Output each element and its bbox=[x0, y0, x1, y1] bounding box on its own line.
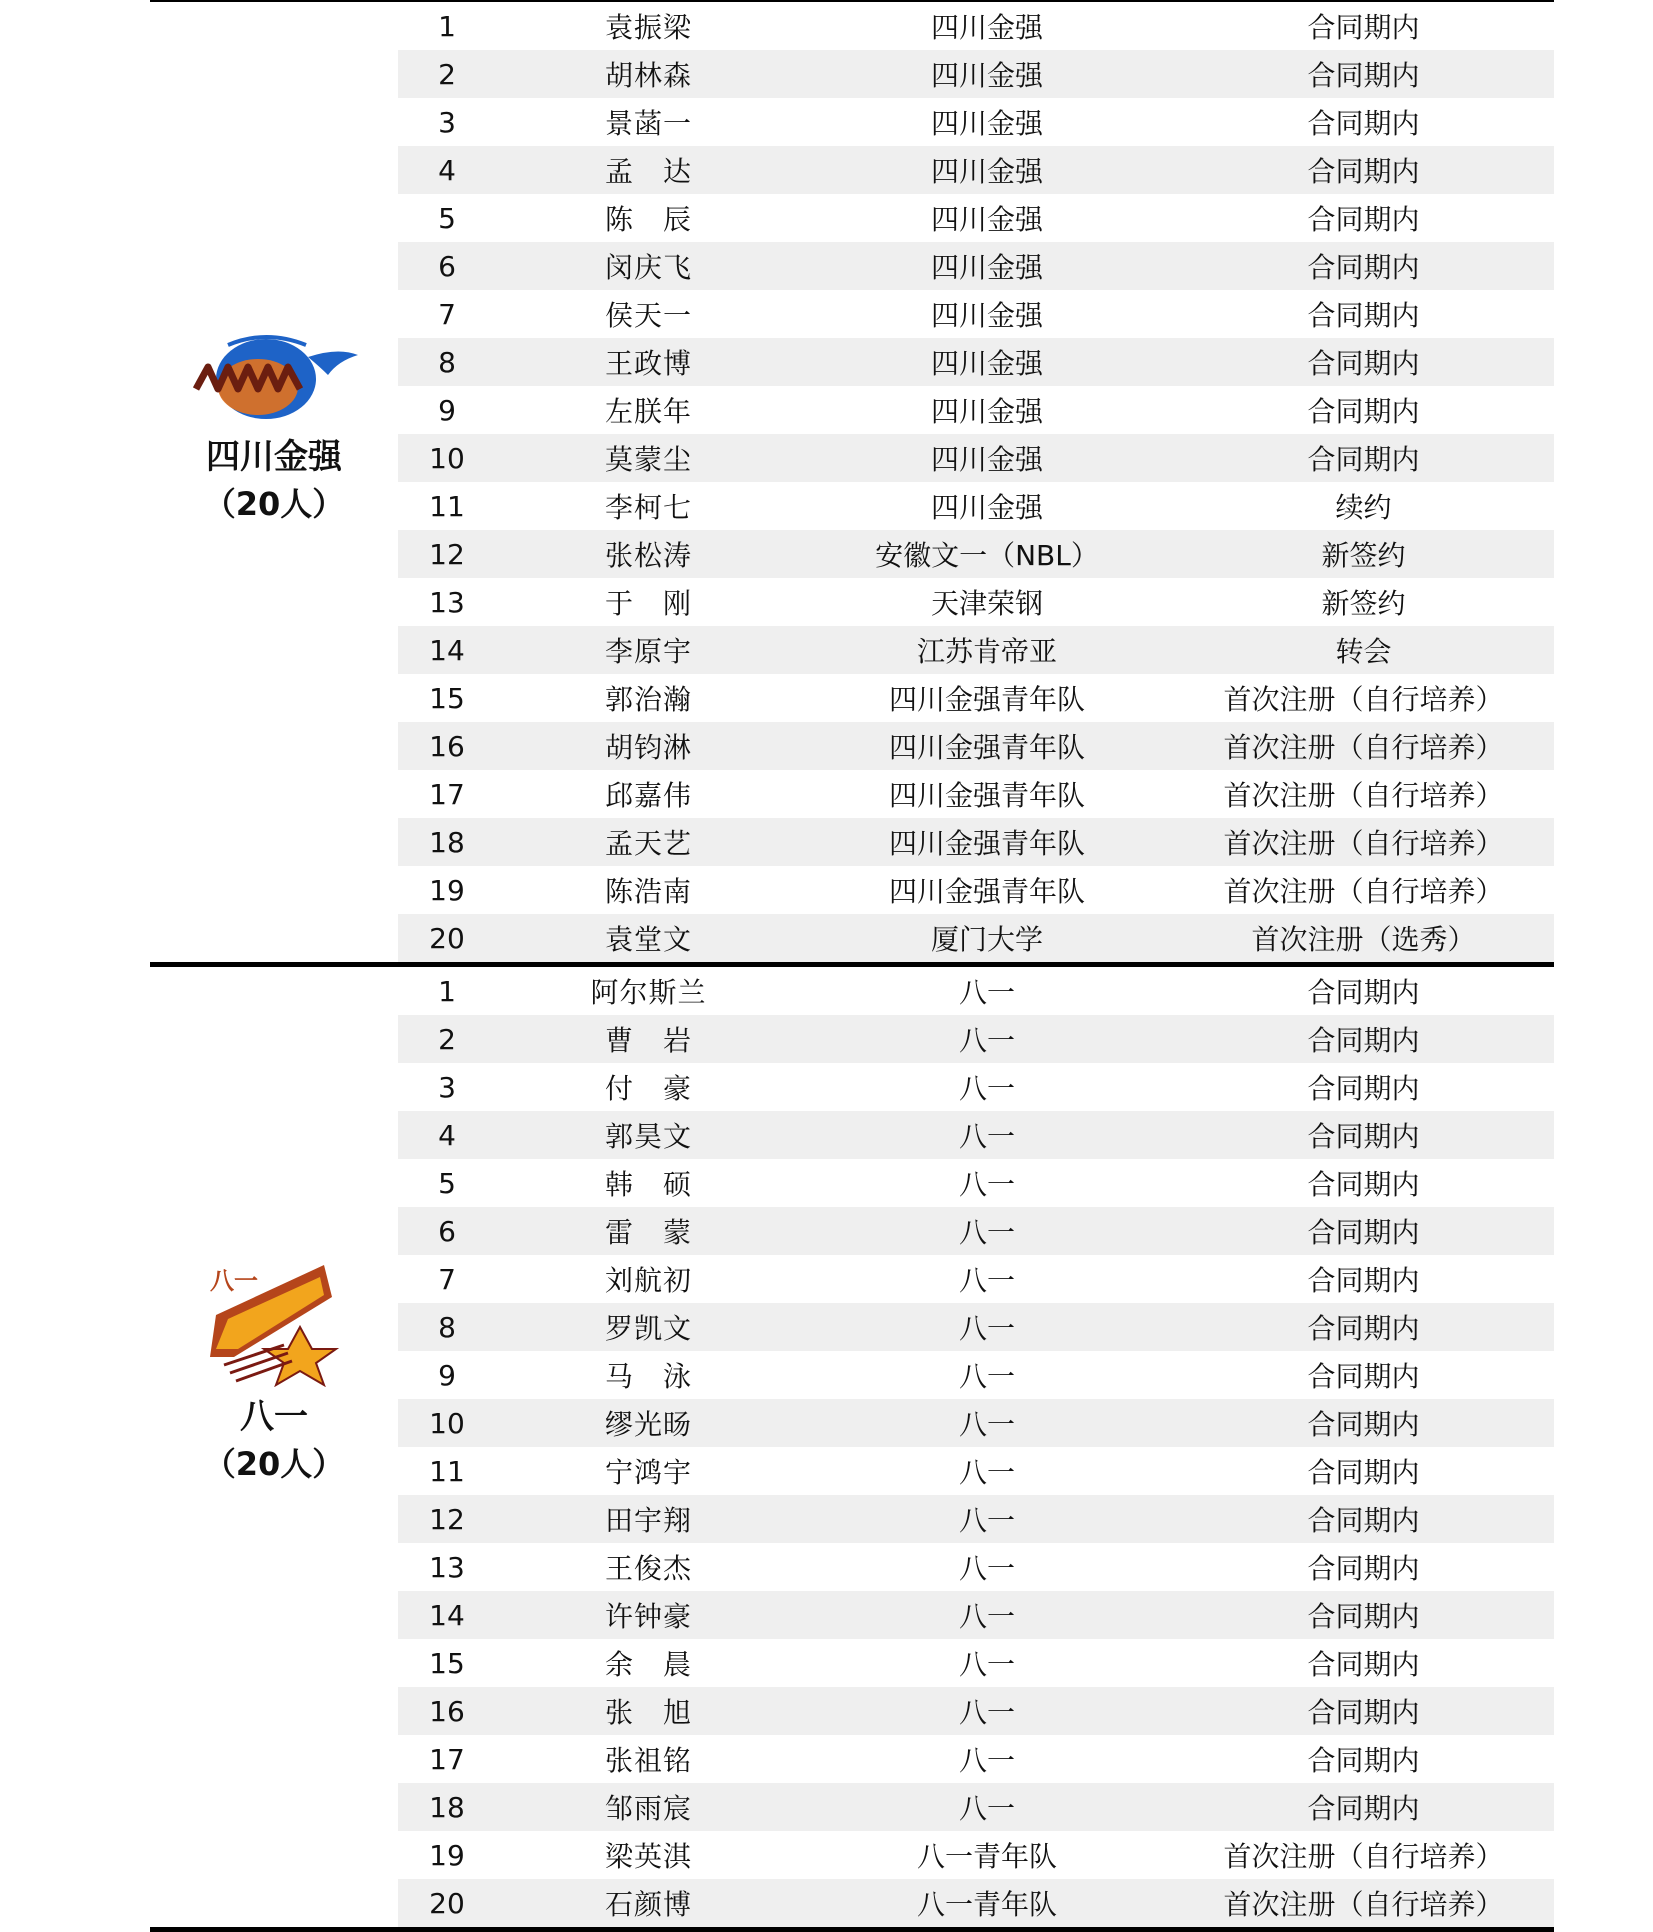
table-row bbox=[398, 2, 1554, 50]
table-row bbox=[398, 1735, 1554, 1783]
player-number: 4 bbox=[438, 153, 456, 187]
team-side bbox=[150, 967, 398, 1927]
player-name: 宁鸿宇 bbox=[604, 1456, 692, 1489]
player-name: 郭昊文 bbox=[604, 1120, 692, 1153]
table-row bbox=[398, 482, 1554, 530]
player-name: 陈浩南 bbox=[604, 875, 692, 908]
player-origin: 四川金强 bbox=[930, 491, 1043, 524]
team-name: 四川金强 bbox=[206, 437, 342, 477]
player-number: 17 bbox=[429, 1742, 465, 1776]
table-row bbox=[398, 1543, 1554, 1591]
player-number: 14 bbox=[429, 1598, 465, 1632]
player-origin: 八一 bbox=[958, 1792, 1015, 1825]
player-status: 首次注册（自行培养） bbox=[1223, 731, 1504, 764]
player-name: 张祖铭 bbox=[604, 1744, 692, 1777]
player-number: 20 bbox=[429, 921, 465, 955]
table-row bbox=[398, 722, 1554, 770]
table-row bbox=[398, 1063, 1554, 1111]
player-origin: 八一 bbox=[958, 1168, 1015, 1201]
player-status: 转会 bbox=[1335, 635, 1392, 668]
player-origin: 四川金强青年队 bbox=[888, 731, 1085, 764]
player-name: 左朕年 bbox=[604, 395, 692, 428]
player-name: 陈 辰 bbox=[604, 203, 692, 236]
bottom-rule bbox=[150, 1927, 1554, 1932]
table-row bbox=[398, 578, 1554, 626]
player-origin: 八一 bbox=[958, 1600, 1015, 1633]
player-origin: 四川金强 bbox=[930, 203, 1043, 236]
player-number: 18 bbox=[429, 1790, 465, 1824]
player-status: 合同期内 bbox=[1307, 1408, 1420, 1441]
table-row bbox=[398, 1015, 1554, 1063]
table-row bbox=[398, 434, 1554, 482]
table-row bbox=[398, 674, 1554, 722]
player-name: 马 泳 bbox=[604, 1360, 692, 1393]
player-origin: 八一 bbox=[958, 1264, 1015, 1297]
player-name: 缪光旸 bbox=[604, 1408, 692, 1441]
player-number: 3 bbox=[438, 105, 456, 139]
player-name: 曹 岩 bbox=[604, 1024, 692, 1057]
player-number: 9 bbox=[438, 393, 456, 427]
player-status: 续约 bbox=[1335, 491, 1392, 524]
player-status: 合同期内 bbox=[1307, 1696, 1420, 1729]
player-status: 合同期内 bbox=[1307, 1648, 1420, 1681]
table-row bbox=[398, 1303, 1554, 1351]
player-name: 闵庆飞 bbox=[604, 251, 692, 284]
table-row bbox=[398, 338, 1554, 386]
player-name: 景菡一 bbox=[604, 107, 692, 140]
whale-logo-icon bbox=[188, 327, 360, 427]
player-status: 首次注册（自行培养） bbox=[1223, 1840, 1504, 1873]
player-number: 15 bbox=[429, 681, 465, 715]
player-status: 合同期内 bbox=[1307, 1360, 1420, 1393]
player-status: 合同期内 bbox=[1307, 395, 1420, 428]
player-name: 罗凯文 bbox=[604, 1312, 692, 1345]
player-name: 韩 硕 bbox=[604, 1168, 692, 1201]
player-number: 1 bbox=[438, 974, 456, 1008]
player-status: 首次注册（选秀） bbox=[1251, 923, 1476, 956]
table-row bbox=[398, 1399, 1554, 1447]
player-origin: 八一 bbox=[958, 976, 1015, 1009]
player-number: 9 bbox=[438, 1358, 456, 1392]
player-origin: 四川金强青年队 bbox=[888, 875, 1085, 908]
table-row bbox=[398, 1255, 1554, 1303]
table-row bbox=[398, 194, 1554, 242]
player-name: 侯天一 bbox=[604, 299, 692, 332]
player-number: 19 bbox=[429, 873, 465, 907]
player-name: 刘航初 bbox=[604, 1264, 692, 1297]
table-row bbox=[398, 1207, 1554, 1255]
table-row bbox=[398, 386, 1554, 434]
player-number: 1 bbox=[438, 9, 456, 43]
player-number: 2 bbox=[438, 57, 456, 91]
player-origin: 八一 bbox=[958, 1024, 1015, 1057]
table-row bbox=[398, 50, 1554, 98]
team-block-sichuan bbox=[150, 2, 1554, 962]
player-number: 10 bbox=[429, 1406, 465, 1440]
player-status: 新签约 bbox=[1321, 539, 1406, 572]
table-row bbox=[398, 1495, 1554, 1543]
player-origin: 八一青年队 bbox=[916, 1840, 1057, 1873]
table-row bbox=[398, 770, 1554, 818]
player-name: 孟天艺 bbox=[604, 827, 692, 860]
player-rows bbox=[398, 2, 1554, 962]
table-row bbox=[398, 626, 1554, 674]
player-origin: 八一 bbox=[958, 1120, 1015, 1153]
player-status: 合同期内 bbox=[1307, 107, 1420, 140]
player-status: 合同期内 bbox=[1307, 11, 1420, 44]
player-status: 首次注册（自行培养） bbox=[1223, 779, 1504, 812]
team-count: （20人） bbox=[203, 1445, 345, 1483]
player-origin: 八一 bbox=[958, 1744, 1015, 1777]
team-label bbox=[150, 327, 398, 527]
team-block-bayi bbox=[150, 967, 1554, 1927]
table-row bbox=[398, 818, 1554, 866]
player-status: 合同期内 bbox=[1307, 59, 1420, 92]
player-number: 12 bbox=[429, 537, 465, 571]
player-status: 合同期内 bbox=[1307, 1168, 1420, 1201]
player-origin: 八一 bbox=[958, 1456, 1015, 1489]
player-number: 13 bbox=[429, 585, 465, 619]
player-status: 合同期内 bbox=[1307, 1792, 1420, 1825]
player-name: 李柯七 bbox=[604, 491, 692, 524]
player-name: 王俊杰 bbox=[604, 1552, 692, 1585]
team-count: （20人） bbox=[203, 485, 345, 523]
player-number: 16 bbox=[429, 729, 465, 763]
player-origin: 四川金强 bbox=[930, 155, 1043, 188]
player-origin: 八一 bbox=[958, 1552, 1015, 1585]
player-origin: 四川金强 bbox=[930, 443, 1043, 476]
player-rows bbox=[398, 967, 1554, 1927]
team-side bbox=[150, 2, 398, 962]
player-origin: 四川金强青年队 bbox=[888, 683, 1085, 716]
table-row bbox=[398, 1687, 1554, 1735]
player-number: 8 bbox=[438, 1310, 456, 1344]
player-name: 许钟豪 bbox=[604, 1600, 692, 1633]
table-row bbox=[398, 1351, 1554, 1399]
player-name: 王政博 bbox=[604, 347, 692, 380]
player-origin: 江苏肯帝亚 bbox=[916, 635, 1057, 668]
player-origin: 天津荣钢 bbox=[930, 587, 1043, 620]
player-name: 付 豪 bbox=[604, 1072, 692, 1105]
table-row bbox=[398, 98, 1554, 146]
player-origin: 四川金强 bbox=[930, 251, 1043, 284]
player-origin: 八一青年队 bbox=[916, 1888, 1057, 1921]
player-name: 石颜博 bbox=[604, 1888, 692, 1921]
table-row bbox=[398, 242, 1554, 290]
player-number: 3 bbox=[438, 1070, 456, 1104]
player-name: 袁振梁 bbox=[604, 11, 692, 44]
player-status: 合同期内 bbox=[1307, 1600, 1420, 1633]
player-name: 于 刚 bbox=[604, 587, 692, 620]
player-status: 合同期内 bbox=[1307, 976, 1420, 1009]
player-number: 7 bbox=[438, 297, 456, 331]
player-number: 2 bbox=[438, 1022, 456, 1056]
player-number: 7 bbox=[438, 1262, 456, 1296]
player-name: 余 晨 bbox=[604, 1648, 692, 1681]
player-origin: 八一 bbox=[958, 1216, 1015, 1249]
player-status: 合同期内 bbox=[1307, 1456, 1420, 1489]
player-origin: 八一 bbox=[958, 1504, 1015, 1537]
player-status: 合同期内 bbox=[1307, 1312, 1420, 1345]
player-name: 阿尔斯兰 bbox=[590, 976, 707, 1009]
player-origin: 八一 bbox=[958, 1312, 1015, 1345]
player-status: 合同期内 bbox=[1307, 299, 1420, 332]
player-status: 新签约 bbox=[1321, 587, 1406, 620]
player-name: 邹雨宸 bbox=[604, 1792, 692, 1825]
player-origin: 八一 bbox=[958, 1696, 1015, 1729]
player-number: 16 bbox=[429, 1694, 465, 1728]
player-name: 孟 达 bbox=[604, 155, 692, 188]
player-origin: 安徽文一（NBL） bbox=[875, 539, 1099, 572]
player-number: 15 bbox=[429, 1646, 465, 1680]
player-number: 12 bbox=[429, 1502, 465, 1536]
player-number: 5 bbox=[438, 201, 456, 235]
player-name: 邱嘉伟 bbox=[604, 779, 692, 812]
player-name: 袁堂文 bbox=[604, 923, 692, 956]
table-row bbox=[398, 1639, 1554, 1687]
table-row bbox=[398, 1111, 1554, 1159]
table-row bbox=[398, 1447, 1554, 1495]
table-row bbox=[398, 914, 1554, 962]
player-origin: 四川金强青年队 bbox=[888, 779, 1085, 812]
table-row bbox=[398, 530, 1554, 578]
player-status: 首次注册（自行培养） bbox=[1223, 827, 1504, 860]
player-status: 合同期内 bbox=[1307, 1072, 1420, 1105]
player-origin: 四川金强 bbox=[930, 299, 1043, 332]
player-status: 合同期内 bbox=[1307, 155, 1420, 188]
player-origin: 四川金强 bbox=[930, 347, 1043, 380]
player-number: 4 bbox=[438, 1118, 456, 1152]
table-row bbox=[398, 866, 1554, 914]
player-name: 雷 蒙 bbox=[604, 1216, 692, 1249]
player-number: 6 bbox=[438, 249, 456, 283]
player-number: 10 bbox=[429, 441, 465, 475]
player-status: 合同期内 bbox=[1307, 1504, 1420, 1537]
player-name: 莫蒙尘 bbox=[604, 443, 692, 476]
player-number: 5 bbox=[438, 1166, 456, 1200]
player-status: 首次注册（自行培养） bbox=[1223, 1888, 1504, 1921]
player-name: 梁英淇 bbox=[604, 1840, 692, 1873]
player-status: 合同期内 bbox=[1307, 1024, 1420, 1057]
player-status: 合同期内 bbox=[1307, 1216, 1420, 1249]
player-origin: 八一 bbox=[958, 1408, 1015, 1441]
svg-text:八一: 八一 bbox=[210, 1267, 258, 1295]
player-status: 合同期内 bbox=[1307, 1264, 1420, 1297]
player-number: 13 bbox=[429, 1550, 465, 1584]
player-name: 郭治瀚 bbox=[604, 683, 692, 716]
player-origin: 八一 bbox=[958, 1072, 1015, 1105]
player-origin: 四川金强青年队 bbox=[888, 827, 1085, 860]
player-name: 胡钧淋 bbox=[604, 731, 692, 764]
player-name: 李原宇 bbox=[604, 635, 692, 668]
player-number: 14 bbox=[429, 633, 465, 667]
team-label bbox=[150, 1257, 398, 1487]
player-status: 合同期内 bbox=[1307, 251, 1420, 284]
player-status: 合同期内 bbox=[1307, 1744, 1420, 1777]
player-status: 首次注册（自行培养） bbox=[1223, 875, 1504, 908]
rockets-logo-icon bbox=[204, 1257, 344, 1387]
player-status: 合同期内 bbox=[1307, 347, 1420, 380]
player-status: 合同期内 bbox=[1307, 203, 1420, 236]
player-status: 合同期内 bbox=[1307, 1552, 1420, 1585]
player-origin: 四川金强 bbox=[930, 11, 1043, 44]
team-name: 八一 bbox=[240, 1397, 308, 1437]
player-number: 11 bbox=[429, 1454, 465, 1488]
table-row bbox=[398, 1831, 1554, 1879]
table-row bbox=[398, 1879, 1554, 1927]
player-number: 8 bbox=[438, 345, 456, 379]
player-origin: 厦门大学 bbox=[930, 923, 1043, 956]
player-number: 20 bbox=[429, 1886, 465, 1920]
table-row bbox=[398, 146, 1554, 194]
player-number: 17 bbox=[429, 777, 465, 811]
player-origin: 四川金强 bbox=[930, 107, 1043, 140]
player-status: 合同期内 bbox=[1307, 1120, 1420, 1153]
table-row bbox=[398, 967, 1554, 1015]
player-origin: 八一 bbox=[958, 1360, 1015, 1393]
table-row bbox=[398, 1591, 1554, 1639]
player-origin: 四川金强 bbox=[930, 59, 1043, 92]
player-name: 胡林森 bbox=[604, 59, 692, 92]
player-name: 张松涛 bbox=[604, 539, 692, 572]
player-number: 18 bbox=[429, 825, 465, 859]
roster-document bbox=[150, 0, 1554, 1932]
table-row bbox=[398, 1159, 1554, 1207]
player-number: 11 bbox=[429, 489, 465, 523]
player-origin: 八一 bbox=[958, 1648, 1015, 1681]
player-name: 张 旭 bbox=[604, 1696, 692, 1729]
player-status: 合同期内 bbox=[1307, 443, 1420, 476]
player-number: 19 bbox=[429, 1838, 465, 1872]
table-row bbox=[398, 290, 1554, 338]
player-origin: 四川金强 bbox=[930, 395, 1043, 428]
player-name: 田宇翔 bbox=[604, 1504, 692, 1537]
player-number: 6 bbox=[438, 1214, 456, 1248]
player-status: 首次注册（自行培养） bbox=[1223, 683, 1504, 716]
table-row bbox=[398, 1783, 1554, 1831]
